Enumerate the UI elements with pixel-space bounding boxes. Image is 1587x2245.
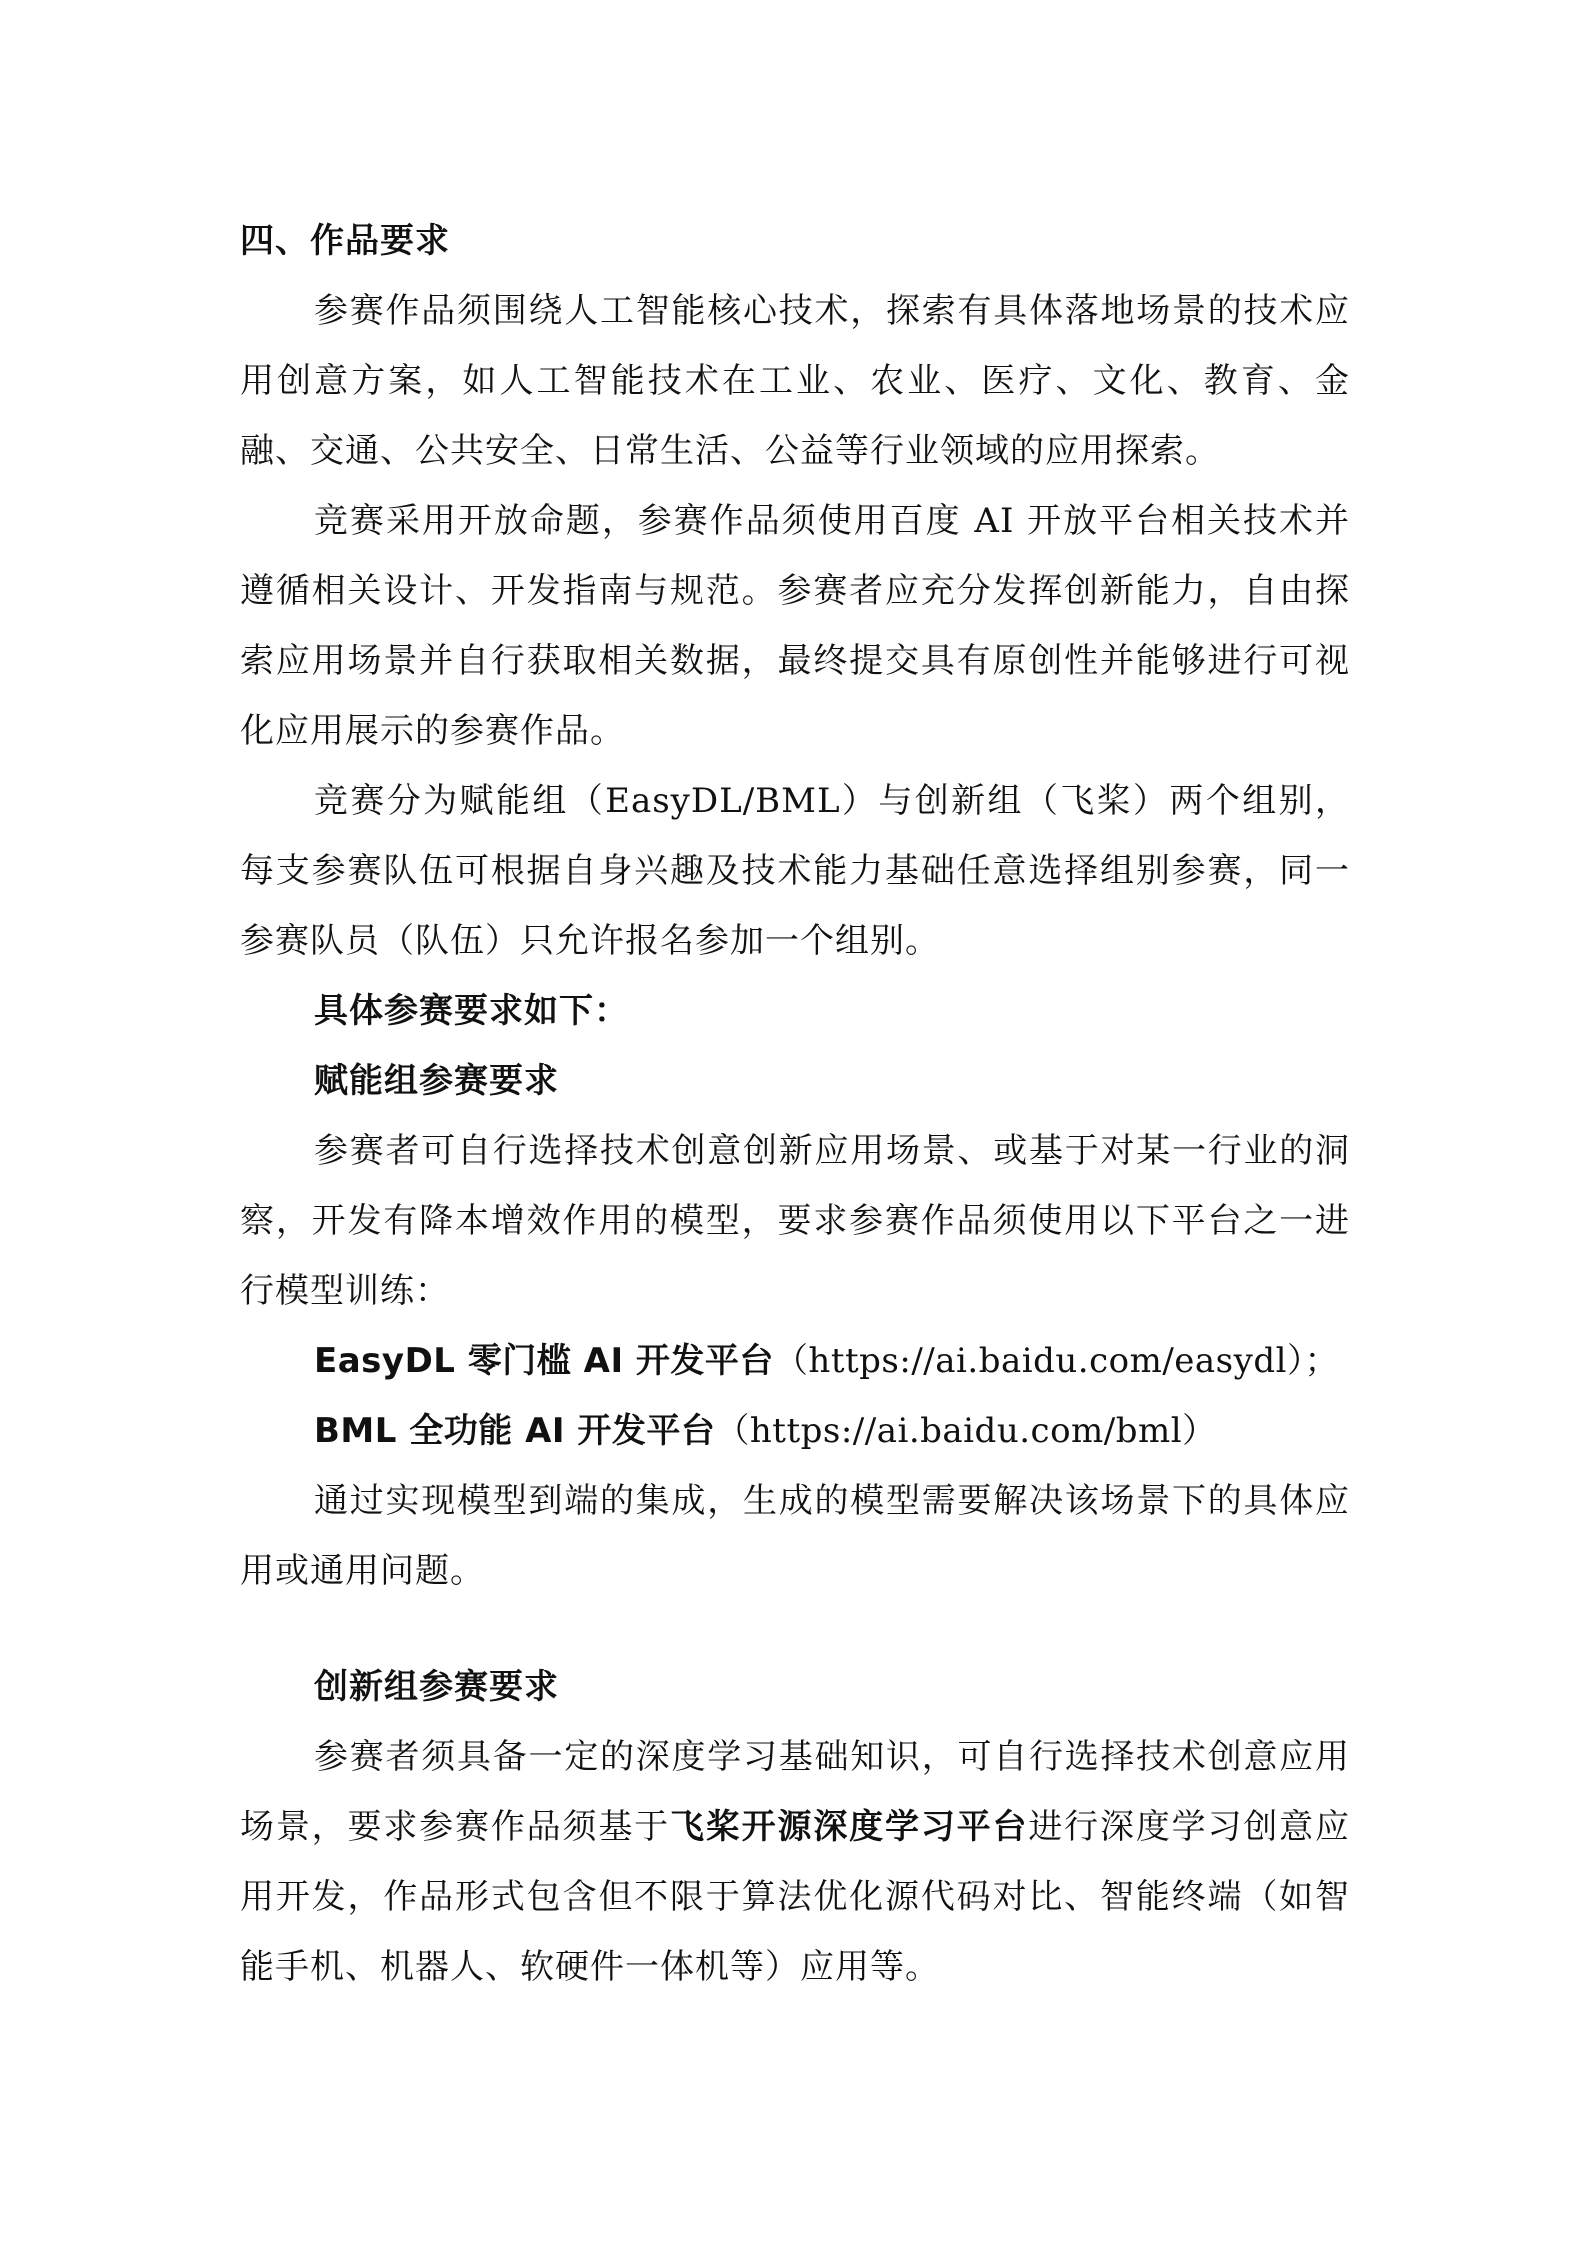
platform-bml	[240, 1396, 1350, 1466]
section-gap	[240, 1606, 1350, 1652]
section-title: 四、作品要求	[240, 221, 450, 261]
paddle-platform-name: 飞桨开源深度学习平台	[670, 1807, 1029, 1847]
innovation-text-after: 进行深度学习创意应用开发，作品形式包含但不限于算法优化源代码对比、智能终端（如智能手机、机器人、软硬件一体机等）应用等。	[240, 1807, 1351, 1987]
paragraph-scope: 参赛作品须围绕人工智能核心技术，探索有具体落地场景的技术应用创意方案，如人工智能技术在工业、农业、医疗、文化、教育、金融、交通、公共安全、日常生活、公益等行业领域的应用探索。	[240, 291, 1350, 471]
empower-group-integration: 通过实现模型到端的集成，生成的模型需要解决该场景下的具体应用或通用问题。	[240, 1481, 1350, 1591]
innovation-group-title: 创新组参赛要求	[314, 1667, 559, 1707]
requirements-intro: 具体参赛要求如下：	[314, 991, 629, 1031]
paragraph-open-topic: 竞赛采用开放命题，参赛作品须使用百度 AI 开放平台相关技术并遵循相关设计、开发指南与规范。参赛者应充分发挥创新能力，自由探索应用场景并自行获取相关数据，最终提交具有原创性并能够进行可视化应用展示的参赛作品。	[240, 501, 1350, 751]
platform-bml-name: BML 全功能 AI 开发平台	[314, 1411, 716, 1451]
empower-group-title: 赋能组参赛要求	[314, 1061, 559, 1101]
innovation-group-description	[240, 1722, 1350, 2002]
document-body	[240, 206, 1350, 2002]
platform-easydl-name: EasyDL 零门槛 AI 开发平台	[314, 1341, 774, 1381]
innovation-text-before: 参赛者须具备一定的深度学习基础知识，可自行选择技术创意应用场景，要求参赛作品须基于	[240, 1737, 1350, 1847]
platform-bml-url: （https://ai.baidu.com/bml）	[715, 1411, 1217, 1451]
empower-group-description: 参赛者可自行选择技术创意创新应用场景、或基于对某一行业的洞察，开发有降本增效作用的模型，要求参赛作品须使用以下平台之一进行模型训练：	[240, 1131, 1350, 1311]
paragraph-groups: 竞赛分为赋能组（EasyDL/BML）与创新组（飞桨）两个组别，每支参赛队伍可根据自身兴趣及技术能力基础任意选择组别参赛，同一参赛队员（队伍）只允许报名参加一个组别。	[240, 781, 1350, 961]
platform-easydl-url: （https://ai.baidu.com/easydl）；	[773, 1341, 1339, 1381]
platform-easydl	[240, 1326, 1350, 1396]
